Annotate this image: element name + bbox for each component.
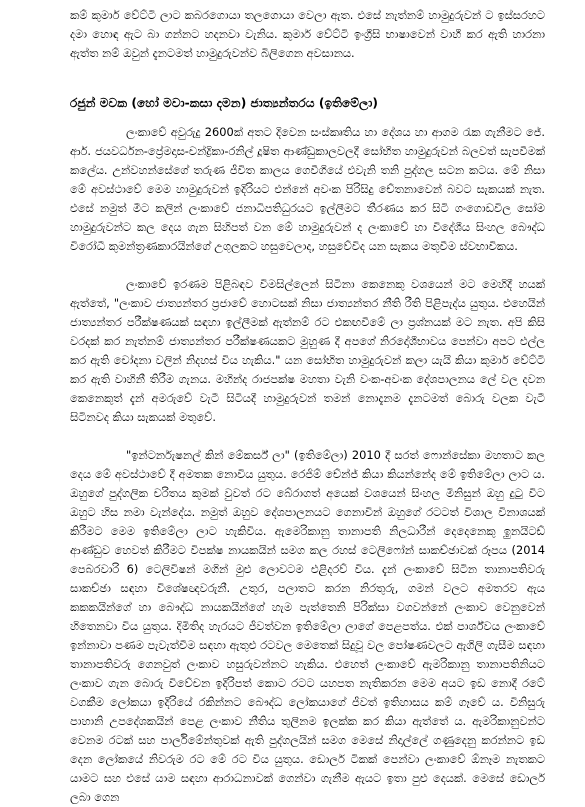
body-paragraph-1: ලංකාවේ අවුරුදු 2600ක් අතට දිවෙන සංස්කෘතිය හා දේශය හා ආගම රැක ගැනීමට ජේ. ආර්. ජයවර්ධන-ප්‍රේමදාස-චන්ද්‍රිකා-රනිල් දූෂිත ආණ්ඩුකාලවලදී සෝභිත හාමුදුරුවන් බලවත් සැපවීමක් කලේය. උන්වහන්සේගේ තරුණ ජීවිත කාලය ගෙවීගියේ එවැනි තනි පුද්ගල සටන කටය. මේ නිසා මේ අවස්ථාවේ මෙම හාමුදුරුවන් ඉදිරියට එන්නේ අවංක පිරිසිදු චේතනාවෙන් බවට සැකයක් නැත. එසේ නමුත් මීට කලින් ලංකාවේ ජනාධිපතිධුරයට ඉල්ලීමට තීරණය කර සිටි ගංගොඩවිල සෝම හාමුදුරුවන්ට කල දෙය ගැන සිහිපත් වන මේ හාමුදුරුවන් ද ලංකාවේ හා විදේශීය සිංහල බෞද්ධ විරෝධී කුමන්ත්‍රණකාරයින්ගේ උගුලකට හසුවෙලාද, හසුවේවිද යන සැකය මතුවීම ස්වභාවිකය. <box>70 125 545 253</box>
body-paragraph-3: "ඉන්ටර්නැෂනල් කින් මේකර්ස් ලා" (ඉතිමේලා) 2010 දී සරත් ෆොන්සේකා මහතාට කල දෙය මේ අවස්ථාවේ දී අමතක නොවිය යුතුය. රෙජිම් චේන්ජ් කියා කියන්නේද මේ ඉතිමේලා ලාට ය. ඔහුගේ පුද්ගලික චරිතය කුමක් වුවත් රට බේරාගත් අයෙක් වශයෙන් සිංහල මිනිසුන් ඔහු දුටු විට ඔහුට හිස නමා වැන්දේය. නමුත් ඔහුව දේශපාලනයට ගෙනාවින් ඔහුගේ රටටත් විශාල විනාශයක් කිරීමට මෙම ඉතිමේලා ලාට හැකිවිය. ඇමෙරිකානු තානාපති නිලධාරීන් දෙදෙනෙකු ඉුනයිටඩ් ආණ්ඩුව හෙවත් කිරීමට විපක්ෂ නායකයින් සමග කල රහස් ටෙලිෆෝන් සාකච්ඡාවක් රූපය (2014 පෙබරවාරි 6) ටෙලිවිෂන් මගින් මුළු ලොවටම එළිදරව් විය. දැන් ලංකාවේ සිටින තානාපතිවරු සාකච්ඡා සඳහා විශේෂඥවරුනී. උතුර, පලාතට කරන නිරතුරු, ගමන් වලට අමතරව ඇය කකකයින්ගේ හා බෞද්ධ නායකයින්ගේ හැම පැත්තෙනි පිරික්සා වගවන්නේ ලංකාව වෙනුවෙන් හිතෙනවා විය යුතුය. දිමිතිද හැරයට ජීවත්වන ඉතිමේලා ලාගේ පෙළපත්ය. එක් පාර්ශ්වය ලංකාවේ ඉන්නාවා පණම පැවැත්වීම සඳහා ඇතුළු රටවල මෙතෙක් සිදුවූ වල පෝෂණවලට ඇගිලි ගැසීම සඳහා තානාපතිවරු ගෙනවුත් ලංකාව හසුරුවන්නට හැකිය. එහෙත් ලංකාවේ ඇමරිකානු තානාපතිනියට ලංකාව ගැන බොරු විවේචන ඉදිරිපත් කොට රටට යහපත නැතිකරන මෙම අයට ඉඩ නොදී රටේ වගකීම ලෝකයා ඉදිරියේ රකින්නට බෞද්ධ ලෝකයාගේ ජීවත් ඉතිහාසය කම් ගෑවේ ය. විනිසුරු පාහානි උපදේශකයින් පෙළ ලංකාව නීතිය තුලිනම ඉලක්ක කර කියා ඇත්තේ ය. ඇමරිකානුවන්ට වෙනම රටක් සහ පාර්ලිමේන්තුවක් ඇති පුද්ගලයින් සමග මෙසේ නිදාල්ලේ ගණුදෙනු කරන්නට ඉඩ දෙන ලෝකයේ නිවරුම රට මේ රට විය යුතුය. ඩොලර් ටිකක් පෙන්වා ලංකාවේ ඕනෑම නැතකට යාමට සහ එසේ යාම සඳහා ආරාධනාවක් ගෙන්වා ගැනීම ඇයට ඉතා පුළු දෙයක්. මෙසේ ඩොලර් ලබා ගෙන <box>70 448 545 804</box>
body-paragraph-2: ලංකාවේ ඉරණම පිළිබඳව විමසිල්ලෙන් සිටිනා කෙනෙකු වශයෙන් මට මෙහිදී හයක් ඇත්තේ, "ලංකාව ජාත්‍යන්තර ප්‍රජාවේ හොටසක් නිසා ජාත්‍යන්තර නීති රීති පිළිපැද්ය යුතුය. එහෙයින් ජාත්‍යන්තර පරීක්ෂණයක් සඳහා ඉල්ලීමක් ඇත්නම් රට එකඟවීමේ ලා ප්‍රශ්නයක් මට නැත. අපි කිසි වරදක් කර නැත්නම් ජාත්‍යන්තර පරීක්ෂණයකට මුහුණ දී අපගේ නිරදෝශීභාවය පෙන්වා අපට එල්ල කර ඇති චෝදනා වලින් නිදහස් විය හැකිය." යන සෝභිත හාමුදුරුවන් කලා යැයි කියා කුමාර් වේට්ටි කර ඇති වාහිනී තිරීම ගැනය. මහින්ද රාජපක්ෂ මහතා වැනි වංක-අවංක දේශපාලනය ලේ වල දවන කෙනෙකුත් දැන් අමරුවේ වැටී සිටියදී හාමුදුරුවන් තමන් නොදැනම දැනටමත් බොරු වලක වැටී සිටිනවද කියා සැකයක් මතුවේ. <box>70 277 545 424</box>
intro-paragraph: කම් කුමාර් වේට්ටි ලාට කබරගොයා තලගොයා වෙලා ඇත. එසේ නැත්නම් හාමුදුරුවන් ට ඉස්සරහට දමා හොඳ ඇට බා ගන්නට හදනවා වැනිය. කුමාර් වේට්ටි ඉංග්‍රීසි භාෂාවෙන් වාහී කර ඇති හාරනා ඇත්ත නම් ඔවුන් දැනටමත් හාමුදුරුවන්ව බිලිගෙන අවසානය. <box>70 8 545 60</box>
section-heading: රජුන් මවක (හෝ මවා-කසා දමන) ජාත්‍යන්තරය (ඉතිමේලා) <box>70 96 378 110</box>
section-spacer <box>70 63 545 93</box>
